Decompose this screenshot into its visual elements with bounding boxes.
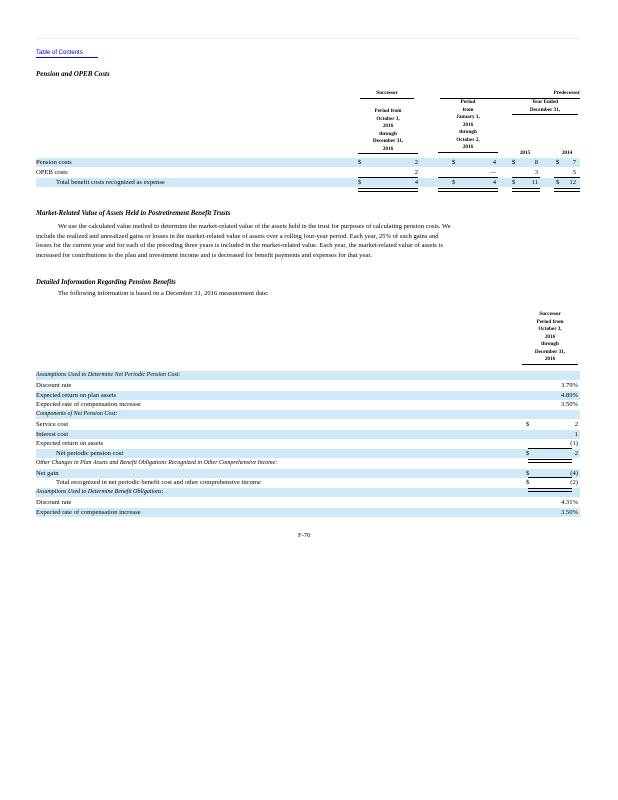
col4-year: 2014 [554,150,580,159]
header-line: 2016 [462,121,474,128]
value-cell: (4) [570,469,578,477]
header-line: 2016 [382,123,394,129]
table-row [36,498,580,507]
row-label: Expected rate of compensation increase [36,508,141,516]
value-cell: 11 [531,179,538,186]
currency-symbol: $ [512,159,516,166]
table-row [36,449,580,458]
value-cell: 4.89% [560,391,578,399]
value-cell: 4.31% [560,498,578,506]
row-label: Assumptions Used to Determine Net Periodic Pension Cost: [36,372,181,378]
row-label: Components of Net Pension Cost: [36,411,118,417]
header-line: Period [460,99,476,105]
currency-symbol: $ [526,479,530,487]
row-label: Expected return on assets [36,440,104,448]
row-label: Discount rate [36,498,72,506]
value-cell: 2 [574,420,578,428]
col1-header [358,108,418,154]
header-line: Period from [374,108,402,114]
total-double-rule [554,188,580,192]
paragraph-line: increased for contributions to the plan and investment income and is decreased for benefit payments and expenses for that year. [36,251,372,259]
year-ended-header [512,99,578,115]
value-cell: 12 [569,179,576,186]
value-cell: 5 [572,169,576,176]
currency-symbol: $ [452,179,456,186]
successor-period-header [522,311,578,365]
header-line: 2016 [544,356,556,362]
table-row [36,158,580,167]
row-label: OPEB costs [36,169,68,176]
value-cell: 3.50% [560,401,578,409]
header-line: through [459,129,477,135]
table-of-contents-link[interactable]: Table of Contents [36,50,98,58]
value-cell: 3.50% [560,508,578,516]
value-cell: 3 [534,169,538,176]
value-cell: 2 [414,169,418,176]
currency-symbol: $ [526,469,530,477]
total-double-rule [528,459,572,463]
subtotal-rule [528,448,572,449]
table-row [36,459,580,468]
header-line: through [541,341,559,347]
value-cell: (2) [570,479,578,487]
row-label: Expected return on plan assets [36,391,117,399]
table-row [36,168,580,177]
total-double-rule [528,488,572,492]
header-line: Year Ended [532,99,558,105]
table-row [36,508,580,517]
row-label: Expected rate of compensation increase [36,401,141,409]
table-row [36,478,580,487]
header-line: Successor [539,311,561,317]
header-line: through [379,130,397,137]
header-line: December 31, [529,106,561,113]
value-cell: (1) [570,440,578,448]
row-label: Net gain [36,469,59,477]
total-double-rule [438,188,498,192]
header-line: Period from [536,318,564,325]
value-cell: 4 [414,179,418,186]
total-double-rule [512,188,540,192]
value-cell: 3.79% [560,381,578,389]
table-row [36,400,580,409]
table-row [36,420,580,429]
table-row [36,391,580,400]
value-cell: 4 [492,159,496,166]
market-related-paragraph [36,222,580,260]
row-label: Pension costs [36,159,72,166]
section-title-detailed-info: Detailed Information Regarding Pension Benefits [36,279,176,286]
paragraph-line: We use the calculated value method to determine the market-related value of the assets held in the trust for purposes of calculating pension costs. We [58,223,451,230]
table-row [36,439,580,448]
header-line: December 31, [534,348,566,355]
currency-symbol: $ [358,179,362,186]
top-rule [36,38,580,39]
value-cell: 8 [534,159,538,166]
section-title-pension-opeb: Pension and OPEB Costs [36,70,110,78]
subtotal-rule [358,177,418,178]
total-double-rule [358,188,418,192]
header-line: January 1, [456,114,480,120]
currency-symbol: $ [526,450,530,457]
currency-symbol: $ [556,179,560,186]
subtotal-rule [438,177,498,178]
row-label: Service cost [36,420,69,428]
subtotal-rule [554,177,580,178]
successor-label: Successor [360,90,414,99]
col3-year: 2015 [510,150,540,159]
table-row [36,469,580,478]
header-line: from [462,106,474,113]
value-cell: — [489,169,496,176]
row-label: Total recognized in net periodic benefit cost and other comprehensive income [56,479,261,487]
header-line: 2016 [382,145,394,152]
table-row [36,430,580,439]
row-label: Other Changes in Plan Assets and Benefit Obligations Recognized in Other Comprehensive Income: [36,459,278,466]
section-title-market-related: Market-Related Value of Assets Held in Postretirement Benefit Trusts [36,210,231,217]
currency-symbol: $ [358,159,362,166]
subtotal-rule [512,177,540,178]
value-cell: 7 [572,159,576,166]
value-cell: 1 [574,430,578,438]
row-label: Discount rate [36,381,72,389]
detailed-info-intro: The following information is based on a December 31, 2016 measurement date: [58,290,269,297]
header-line: October 3, [538,326,562,332]
row-label: Net periodic pension cost [56,450,124,457]
col2-header [438,99,498,153]
header-line: 2016 [462,144,474,150]
header-line: October 2, [456,136,480,143]
predecessor-label: Predecessor [440,90,580,99]
header-line: December 31, [372,138,404,144]
header-line: October 3, [376,115,400,122]
paragraph-line: losses for the current year and for each of the preceding three years is included in the market-related value. Each year, the market-related value of assets is [36,242,443,250]
paragraph-line: include the realized and unrealized gains or losses in the market-related value of assets over a rolling four-year period. Each year, 25% of such gains and [36,232,439,240]
header-line: 2016 [544,333,556,340]
row-label: Interest cost [36,430,69,438]
currency-symbol: $ [512,179,516,186]
table-row [36,410,580,419]
table-row [36,381,580,390]
currency-symbol: $ [526,420,530,428]
currency-symbol: $ [452,159,456,166]
currency-symbol: $ [556,159,560,166]
value-cell: 2 [414,159,418,166]
page-number: F-70 [298,532,311,539]
table-row [36,488,580,497]
row-label: Assumptions Used to Determine Benefit Obligations: [36,489,164,495]
value-cell: 2 [574,450,578,457]
subtotal-rule [528,477,572,478]
value-cell: 4 [492,179,496,186]
table-row [36,371,580,380]
row-label: Total benefit costs recognized as expense [56,179,165,186]
table-row [36,178,580,187]
